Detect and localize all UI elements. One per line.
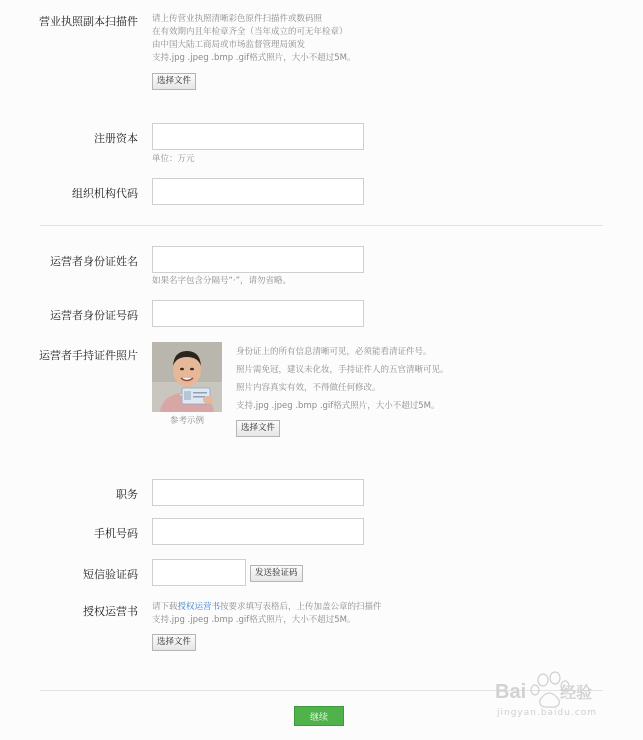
sms-code-label: 短信验证码 xyxy=(83,568,138,581)
operator-photo-hints xyxy=(236,343,449,415)
business-license-hints xyxy=(152,13,356,65)
business-license-upload-button[interactable]: 选择文件 xyxy=(152,73,196,90)
phone-label: 手机号码 xyxy=(94,527,138,540)
business-license-label: 营业执照副本扫描件 xyxy=(39,15,138,28)
operator-id-label: 运营者身份证号码 xyxy=(50,309,138,322)
hint-line: 请上传营业执照清晰彩色原件扫描件或数码照 xyxy=(152,14,323,24)
authorization-label: 授权运营书 xyxy=(83,605,138,618)
watermark-brand-bai: Bai xyxy=(495,681,527,703)
hint-line: 在有效期内且年检章齐全（当年成立的可无年检章） xyxy=(152,27,348,37)
operator-name-label: 运营者身份证姓名 xyxy=(50,255,138,268)
hint-line: 支持.jpg .jpeg .bmp .gif格式照片，大小不超过5M。 xyxy=(152,53,356,63)
org-code-label: 组织机构代码 xyxy=(72,187,138,200)
authorization-hint-line xyxy=(152,601,382,614)
section-divider xyxy=(40,225,603,226)
hint-line: 支持.jpg .jpeg .bmp .gif格式照片，大小不超过5M。 xyxy=(236,401,440,411)
authorization-download-link[interactable]: 授权运营书 xyxy=(177,602,221,612)
watermark-brand xyxy=(495,680,592,704)
operator-name-input[interactable] xyxy=(152,246,364,273)
position-label: 职务 xyxy=(116,488,138,501)
operator-id-input[interactable] xyxy=(152,300,364,327)
sms-code-input[interactable] xyxy=(152,559,246,586)
operator-name-hint: 如果名字包含分隔号“·”，请勿省略。 xyxy=(152,276,292,286)
hint-line: 照片内容真实有效，不得做任何修改。 xyxy=(236,383,381,393)
registered-capital-label: 注册资本 xyxy=(94,132,138,145)
registered-capital-unit-hint: 单位：万元 xyxy=(152,154,195,164)
hint-line: 支持.jpg .jpeg .bmp .gif格式照片，大小不超过5M。 xyxy=(152,615,356,625)
hint-line: 身份证上的所有信息清晰可见，必须能看清证件号。 xyxy=(236,347,432,357)
authorization-hints xyxy=(152,601,382,627)
example-caption: 参考示例 xyxy=(170,416,205,426)
hint-line: 由中国大陆工商局或市场监督管理局颁发 xyxy=(152,40,306,50)
registered-capital-input[interactable] xyxy=(152,123,364,150)
watermark-brand-jingyan: 经验 xyxy=(560,685,593,702)
hint-prefix: 请下载 xyxy=(152,602,178,612)
watermark-url: jingyan.baidu.com xyxy=(497,708,598,718)
send-sms-code-button[interactable]: 发送验证码 xyxy=(250,565,303,582)
authorization-upload-button[interactable]: 选择文件 xyxy=(152,634,196,651)
phone-input[interactable] xyxy=(152,518,364,545)
continue-button[interactable]: 继续 xyxy=(294,706,344,726)
hint-suffix: 按要求填写表格后，上传加盖公章的扫描件 xyxy=(220,602,382,612)
operator-photo-label: 运营者手持证件照片 xyxy=(39,349,138,362)
operator-photo-upload-button[interactable]: 选择文件 xyxy=(236,420,280,437)
org-code-input[interactable] xyxy=(152,178,364,205)
example-photo xyxy=(152,342,222,412)
baidu-jingyan-watermark xyxy=(493,670,611,722)
position-input[interactable] xyxy=(152,479,364,506)
hint-line: 照片需免冠，建议未化妆，手持证件人的五官清晰可见。 xyxy=(236,365,449,375)
